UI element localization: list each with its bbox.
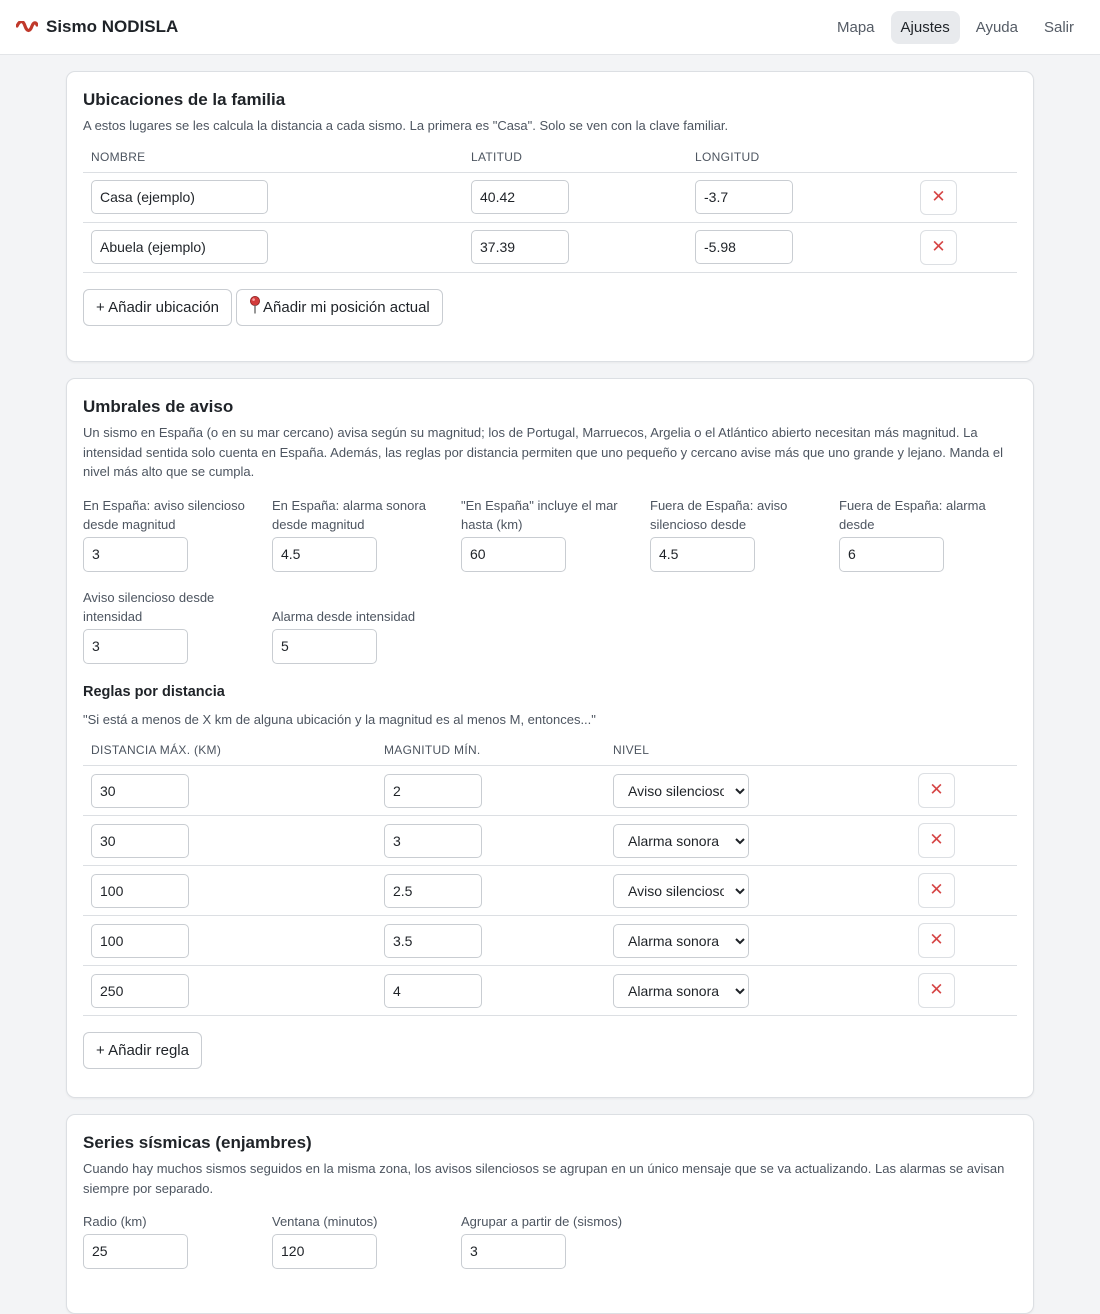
swarms-card: [66, 1114, 1034, 1314]
spain-silent-magnitude-input[interactable]: [83, 537, 188, 572]
swarm-fields: [83, 1212, 1017, 1269]
cell-actions: [910, 866, 1017, 916]
rule-level-select[interactable]: [613, 824, 749, 858]
nav-mapa[interactable]: Mapa: [836, 18, 875, 36]
cell-lat: [463, 172, 687, 222]
rule-magnitude-input[interactable]: [384, 824, 482, 858]
table-row: [83, 816, 1017, 866]
rules-header-row: [83, 743, 1017, 766]
table-row: [83, 222, 1017, 272]
pin-icon: [249, 296, 261, 318]
add-rule-label: + Añadir regla: [96, 1042, 189, 1059]
rule-distance-input[interactable]: [91, 874, 189, 908]
column-header-actions: [912, 150, 1017, 173]
locations-actions: [83, 289, 1017, 326]
rule-magnitude-input[interactable]: [384, 924, 482, 958]
rules-actions: [83, 1032, 1017, 1069]
field-label: Ventana (minutos): [272, 1214, 378, 1229]
table-row: [83, 766, 1017, 816]
swarms-title: Series sísmicas (enjambres): [83, 1133, 312, 1152]
rule-level-select[interactable]: [613, 924, 749, 958]
field-label: Fuera de España: alarma desde: [839, 497, 986, 532]
thresholds-card: [66, 378, 1034, 1098]
cell-actions: [910, 816, 1017, 866]
field-abroad-alarm: [839, 496, 1017, 572]
cell-magnitude: [376, 916, 605, 966]
table-row: [83, 866, 1017, 916]
nav-salir[interactable]: Salir: [1043, 18, 1074, 36]
locations-header-row: [83, 150, 1017, 173]
location-name-input[interactable]: [91, 230, 268, 264]
swarms-description: Cuando hay muchos sismos seguidos en la misma zona, los avisos silenciosos se agrupan en un único mensaje que se va actualizando. Las alarmas se avisan siempre por separado.: [83, 1161, 1005, 1196]
location-lat-input[interactable]: [471, 180, 569, 214]
field-spain-sea-km: [461, 496, 650, 572]
cell-actions: [910, 916, 1017, 966]
field-spain-silent-magnitude: [83, 496, 272, 572]
close-icon: ✕: [929, 980, 944, 1000]
add-rule-button[interactable]: [83, 1032, 202, 1069]
abroad-silent-input[interactable]: [650, 537, 755, 572]
cell-distance: [83, 816, 376, 866]
cell-distance: [83, 966, 376, 1016]
close-icon: ✕: [929, 880, 944, 900]
alarm-intensity-input[interactable]: [272, 629, 377, 664]
cell-lon: [687, 172, 912, 222]
delete-location-button[interactable]: [920, 230, 957, 265]
cell-distance: [83, 766, 376, 816]
main-nav: [827, 11, 1084, 44]
wave-logo-icon: [16, 21, 38, 33]
field-group-threshold: [461, 1212, 650, 1269]
field-label: "En España" incluye el mar hasta (km): [461, 497, 618, 532]
locations-description: A estos lugares se les calcula la distancia a cada sismo. La primera es "Casa". Solo se ven con la clave familiar.: [83, 118, 729, 133]
column-header-level: NIVEL: [605, 743, 910, 766]
rule-distance-input[interactable]: [91, 974, 189, 1008]
nav-ajustes[interactable]: Ajustes: [891, 11, 960, 44]
cell-actions: [910, 766, 1017, 816]
location-lon-input[interactable]: [695, 230, 793, 264]
add-location-label: + Añadir ubicación: [96, 298, 220, 316]
field-label: Fuera de España: aviso silencioso desde: [650, 497, 788, 532]
cell-distance: [83, 916, 376, 966]
rules-hint: "Si está a menos de X km de alguna ubicación y la magnitud es al menos M, entonces...": [83, 711, 596, 727]
delete-rule-button[interactable]: [918, 973, 955, 1008]
field-abroad-silent: [650, 496, 839, 572]
spain-sea-km-input[interactable]: [461, 537, 566, 572]
cell-actions: [912, 172, 1017, 222]
rule-distance-input[interactable]: [91, 924, 189, 958]
field-window: [272, 1212, 461, 1269]
cell-magnitude: [376, 966, 605, 1016]
column-header-lon: LONGITUD: [687, 150, 912, 173]
table-row: [83, 172, 1017, 222]
silent-intensity-input[interactable]: [83, 629, 188, 664]
field-label: Radio (km): [83, 1214, 147, 1229]
field-label: Aviso silencioso desde intensidad: [83, 589, 215, 624]
cell-distance: [83, 866, 376, 916]
cell-magnitude: [376, 816, 605, 866]
cell-actions: [912, 222, 1017, 272]
field-label: Alarma desde intensidad: [272, 609, 416, 624]
field-label: En España: alarma sonora desde magnitud: [272, 497, 426, 532]
delete-rule-button[interactable]: [918, 873, 955, 908]
locations-card: [66, 71, 1034, 362]
locations-title: Ubicaciones de la familia: [83, 90, 286, 109]
field-spain-alarm-magnitude: [272, 496, 461, 572]
rules-title: Reglas por distancia: [83, 683, 225, 700]
close-icon: ✕: [929, 830, 944, 850]
app-title: Sismo NODISLA: [46, 17, 179, 36]
rule-distance-input[interactable]: [91, 774, 189, 808]
add-current-position-button[interactable]: [236, 289, 443, 326]
thresholds-description: Un sismo en España (o en su mar cercano) avisa según su magnitud; los de Portugal, Marruecos, Argelia o el Atlántico abierto necesitan más magnitud. La intensidad sentida solo cuenta en España. Además, las reglas por distancia permiten que uno pequeño y cercano avise más que uno grande y lejano. Manda el nivel más alto que se cumpla.: [83, 425, 1003, 479]
column-header-actions: [910, 743, 1017, 766]
rule-magnitude-input[interactable]: [384, 874, 482, 908]
group-threshold-input[interactable]: [461, 1234, 566, 1269]
cell-lat: [463, 222, 687, 272]
column-header-name: NOMBRE: [83, 150, 463, 173]
delete-rule-button[interactable]: [918, 823, 955, 858]
location-name-input[interactable]: [91, 180, 268, 214]
field-label: En España: aviso silencioso desde magnitud: [83, 497, 245, 532]
cell-level: [605, 866, 910, 916]
brand[interactable]: [16, 17, 178, 37]
column-header-lat: LATITUD: [463, 150, 687, 173]
delete-rule-button[interactable]: [918, 923, 955, 958]
add-location-button[interactable]: [83, 289, 232, 326]
locations-table: [83, 150, 1017, 273]
rule-level-select[interactable]: [613, 874, 749, 908]
spain-alarm-magnitude-input[interactable]: [272, 537, 377, 572]
cell-actions: [910, 966, 1017, 1016]
cell-name: [83, 172, 463, 222]
field-alarm-intensity: [272, 588, 461, 664]
rules-table: [83, 743, 1017, 1016]
cell-level: [605, 966, 910, 1016]
nav-ayuda[interactable]: Ayuda: [975, 18, 1018, 36]
cell-name: [83, 222, 463, 272]
delete-rule-button[interactable]: [918, 773, 955, 808]
field-label: Agrupar a partir de (sismos): [461, 1214, 623, 1229]
cell-lon: [687, 222, 912, 272]
cell-level: [605, 766, 910, 816]
rule-magnitude-input[interactable]: [384, 774, 482, 808]
cell-level: [605, 916, 910, 966]
location-lat-input[interactable]: [471, 230, 569, 264]
column-header-distance: DISTANCIA MÁX. (KM): [83, 743, 376, 766]
close-icon: ✕: [929, 780, 944, 800]
cell-magnitude: [376, 766, 605, 816]
cell-level: [605, 816, 910, 866]
table-row: [83, 966, 1017, 1016]
rule-distance-input[interactable]: [91, 824, 189, 858]
location-lon-input[interactable]: [695, 180, 793, 214]
threshold-fields: [83, 496, 1017, 664]
rule-magnitude-input[interactable]: [384, 974, 482, 1008]
top-bar: [0, 0, 1100, 55]
column-header-magnitude: MAGNITUD MÍN.: [376, 743, 605, 766]
close-icon: ✕: [931, 236, 946, 257]
close-icon: ✕: [929, 930, 944, 950]
field-radius: [83, 1212, 272, 1269]
thresholds-title: Umbrales de aviso: [83, 397, 234, 416]
close-icon: ✕: [931, 186, 946, 207]
abroad-alarm-input[interactable]: [839, 537, 944, 572]
cell-magnitude: [376, 866, 605, 916]
window-input[interactable]: [272, 1234, 377, 1269]
radius-input[interactable]: [83, 1234, 188, 1269]
field-silent-intensity: [83, 588, 272, 664]
add-current-position-label: Añadir mi posición actual: [263, 298, 430, 316]
delete-location-button[interactable]: [920, 180, 957, 215]
rule-level-select[interactable]: [613, 974, 749, 1008]
table-row: [83, 916, 1017, 966]
rule-level-select[interactable]: [613, 774, 749, 808]
